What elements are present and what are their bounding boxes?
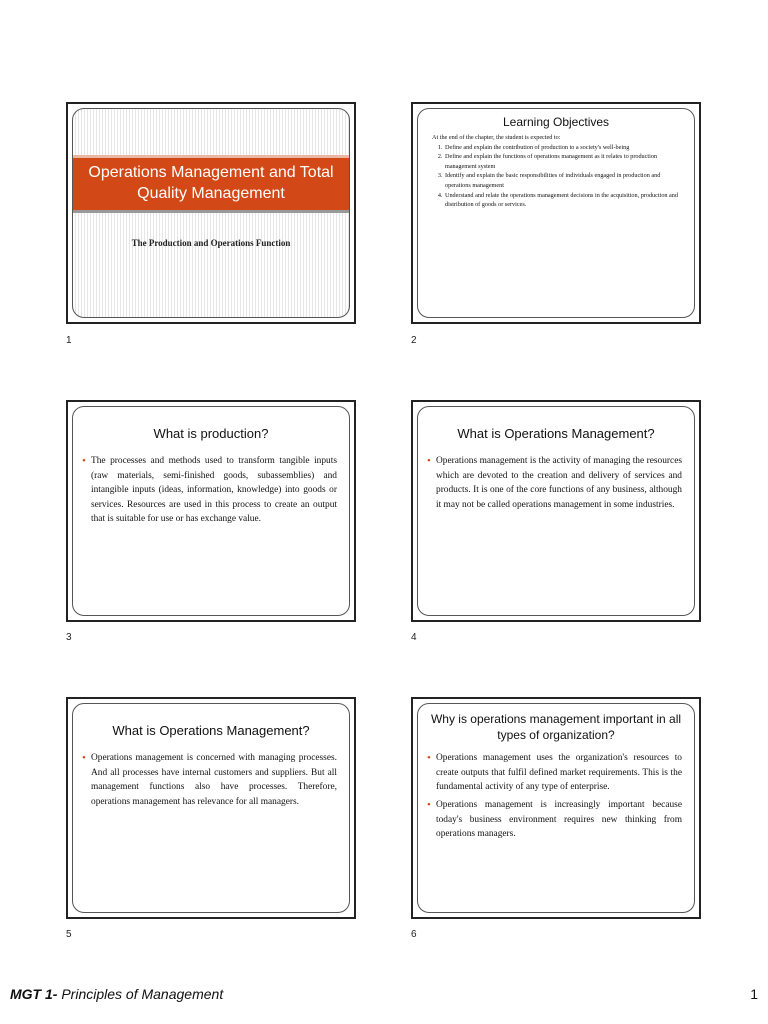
objective-item: 1. Define and explain the contribution of production to a society's well-being [444,143,686,153]
bullet-list [73,751,349,809]
bullet-item: • The processes and methods used to transform tangible inputs (raw materials, semi-finished goods, subassemblies) and intangible inputs (ideas, information, knowledge) into goods or services. Resources are used in this process to create an output that is suitable for use or has exchange value. [91,454,337,527]
slide-title: Learning Objectives [502,115,610,129]
slide-3 [66,400,356,622]
objectives-intro: At the end of the chapter, the student is expected to: [432,134,561,141]
objective-item: 2. Define and explain the functions of operations management as it relates to production management system [444,152,686,171]
slide-number: 6 [411,929,417,940]
slide-title: What is Operations Management? [457,426,655,441]
page-number: 1 [750,986,758,1002]
slide-number: 5 [66,929,72,940]
slide-6 [411,697,701,919]
bullet-item: • Operations management is increasingly important because today's business environment requires new thinking from operations managers. [436,798,682,842]
slide-title: Operations Management and Total Quality Management [73,155,349,213]
slide-4 [411,400,701,622]
slide-title: Why is operations management important in all types of organization? [430,712,682,742]
objectives-body [418,129,694,210]
slide-number: 2 [411,335,417,346]
bullet-item: • Operations management is concerned with managing processes. And all processes have internal customers and suppliers. But all management functions also have processes. Therefore, operations management has relevance for all managers. [91,751,337,809]
objective-item: 4. Understand and relate the operations management decisions in the acquisition, production and distribution of goods or services. [444,191,686,210]
slide-4-canvas [417,406,695,616]
bullet-item: • Operations management is the activity of managing the resources which are devoted to the creation and delivery of services and products. It is one of the core functions of any business, although it may not be called operations management in some industries. [436,454,682,512]
slide-5 [66,697,356,919]
slide-2 [411,102,701,324]
course-code: MGT 1- [10,986,58,1002]
course-footer [10,986,223,1002]
slide-number: 1 [66,335,72,346]
slide-1 [66,102,356,324]
course-name: Principles of Management [61,986,224,1002]
bullet-list [418,454,694,512]
slide-subtitle: The Production and Operations Function [131,238,291,248]
slide-2-canvas [417,108,695,318]
bullet-list [73,454,349,527]
slide-number: 3 [66,632,72,643]
objective-item: 3. Identify and explain the basic responsibilities of individuals engaged in production and operations management [444,171,686,190]
slide-title: What is Operations Management? [112,723,310,738]
slide-number: 4 [411,632,417,643]
slide-1-canvas [72,108,350,318]
bullet-item: • Operations management uses the organization's resources to create outputs that fulfil defined market requirements. This is the fundamental activity of any type of enterprise. [436,751,682,795]
bullet-list [418,751,694,841]
slide-5-canvas [72,703,350,913]
slide-6-canvas [417,703,695,913]
slide-title: What is production? [153,426,269,441]
slide-3-canvas [72,406,350,616]
objectives-list [432,143,686,210]
